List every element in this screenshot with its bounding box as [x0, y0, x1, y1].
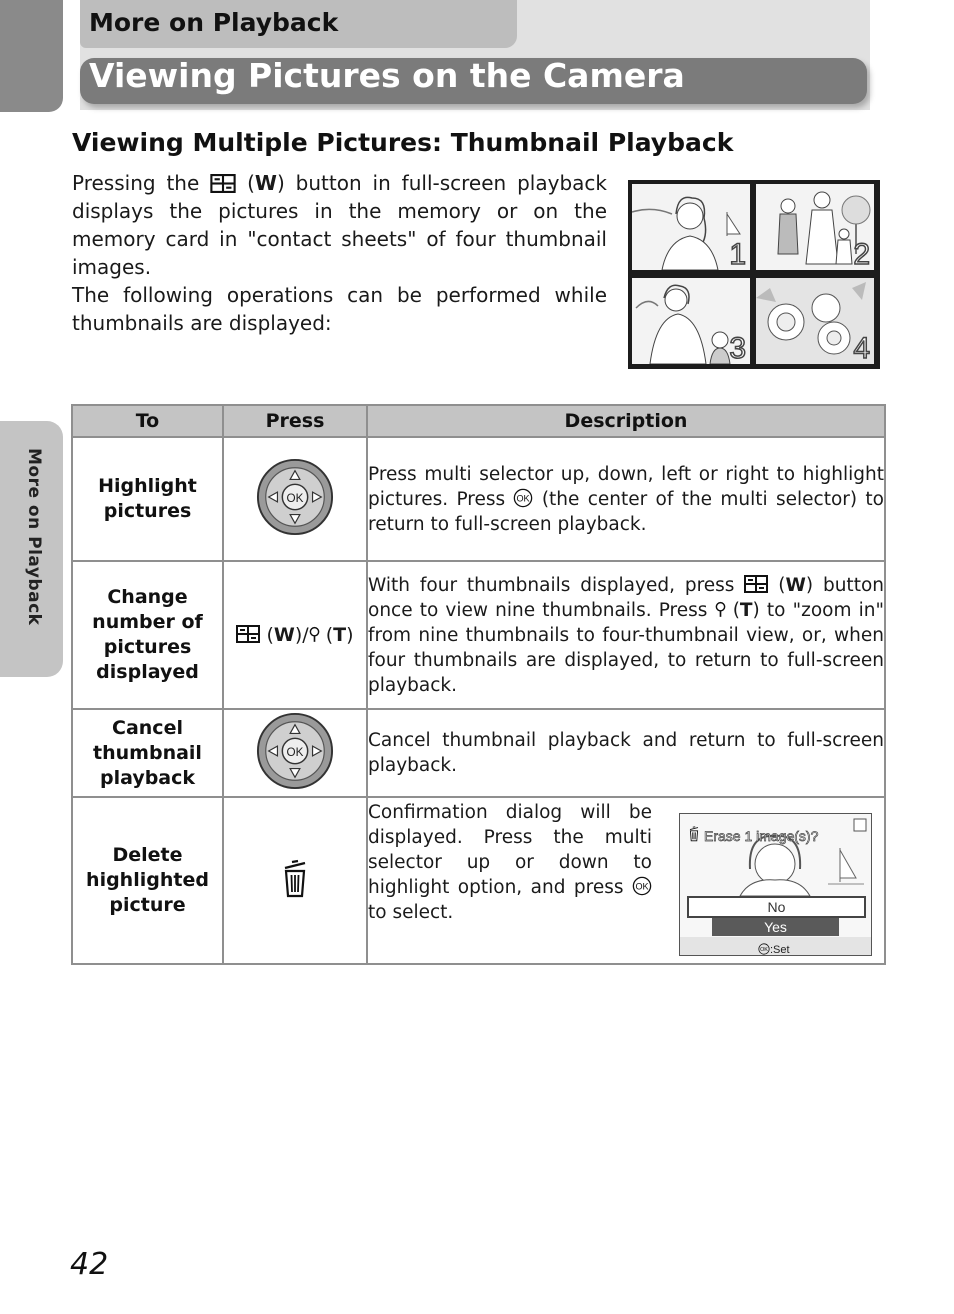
button-letter: W [273, 624, 295, 646]
button-letter: W [254, 171, 277, 195]
separator: )/ [294, 624, 309, 646]
row-action-label: Highlight pictures [72, 437, 223, 561]
button-letter: W [785, 574, 806, 596]
description-text: to "zoom in" from nine thumbnails to four-thumbnail view, or, when four thumbnails are displayed, to return to full-screen playback. [368, 599, 884, 696]
thumbnail-number: 3 [729, 332, 746, 364]
intro-paragraph-2: The following operations can be performed while thumbnails are displayed: [72, 283, 607, 335]
page-number: 42 [70, 1247, 109, 1282]
column-header-description: Description [367, 405, 885, 437]
delete-text [368, 800, 652, 925]
table-row [72, 797, 885, 964]
corner-tab [0, 0, 63, 112]
trash-icon [687, 826, 701, 842]
row-press-cell [223, 561, 367, 709]
intro-text-start: Pressing the [72, 171, 200, 195]
zoom-icon [309, 626, 320, 643]
column-header-to: To [72, 405, 223, 437]
row-press-cell [223, 437, 367, 561]
ok-button-icon [632, 876, 652, 896]
set-label: :Set [770, 944, 790, 956]
button-letter: T [739, 599, 753, 621]
table-row [72, 561, 885, 709]
thumbnail-button-icon [210, 174, 236, 193]
delete-description [368, 798, 884, 961]
table-row [72, 709, 885, 797]
multi-selector-icon [256, 712, 334, 790]
zoom-icon [715, 601, 726, 618]
dialog-option-yes: Yes [712, 918, 839, 936]
thumbnail-button-icon [744, 575, 768, 593]
intro-text [72, 169, 607, 337]
table-row [72, 437, 885, 561]
thumbnail-contact-sheet [628, 180, 880, 369]
side-tab-label: More on Playback [24, 448, 44, 626]
description-text: button once to view nine thumbnails. Press [368, 574, 884, 621]
page-title: Viewing Pictures on the Camera [89, 56, 685, 95]
description-text: Confirmation dialog will be displayed. Press the multi selector up or down to highlight option, and press [368, 802, 652, 898]
thumbnail-3 [632, 278, 750, 364]
column-header-press: Press [223, 405, 367, 437]
thumbnail-number: 1 [729, 238, 746, 270]
thumbnail-number: 4 [853, 332, 870, 364]
description-text: to select. [368, 902, 454, 923]
ok-button-icon [513, 488, 533, 508]
section-title: More on Playback [89, 8, 339, 37]
dialog-option-no: No [687, 896, 866, 918]
thumbnail-4 [756, 278, 874, 364]
trash-icon [280, 859, 310, 899]
operations-table [71, 404, 886, 965]
description-text: With four thumbnails displayed, press [368, 574, 735, 596]
camera-screen [679, 813, 872, 956]
thumbnail-button-icon [236, 625, 260, 643]
description-text: (the center of the multi selector) to return to full-screen playback. [368, 488, 884, 535]
row-action-label: Cancel thumbnail playback [72, 709, 223, 797]
row-press-cell [223, 709, 367, 797]
row-description: Cancel thumbnail playback and return to full-screen playback. [367, 709, 885, 797]
description-text: Press multi selector up, down, left or right to highlight pictures. Press [368, 463, 884, 510]
row-description [367, 437, 885, 561]
zoom-buttons: (W)/ (T) [236, 624, 353, 646]
intro-paragraph-1: Pressing the (W) button in full-screen playback displays the pictures in the memory or on the memory card in "contact sheets" of four thumbnail images. [72, 171, 607, 279]
row-description: With four thumbnails displayed, press (W) button once to view nine thumbnails. Press (T) to "zoom in" from nine thumbnails to four-thumbnail view, or, when four thumbnails are displayed, to return to full-screen playback. [367, 561, 885, 709]
row-action-label: Change number of pictures displayed [72, 561, 223, 709]
row-action-label: Delete highlighted picture [72, 797, 223, 964]
thumbnail-1 [632, 184, 750, 270]
ok-button-icon [758, 943, 770, 955]
row-description [367, 797, 885, 964]
table-header-row [72, 405, 885, 437]
row-press-cell [223, 797, 367, 964]
thumbnail-2 [756, 184, 874, 270]
intro-text-end: button in full-screen playback displays the pictures in the memory or on the memory card in "contact sheets" of four thumbnail images. [72, 171, 607, 279]
button-letter: T [333, 624, 347, 646]
dialog-title: Erase 1 image(s)? [704, 828, 819, 844]
thumbnail-number: 2 [853, 238, 870, 270]
subheading: Viewing Multiple Pictures: Thumbnail Playback [72, 128, 734, 157]
multi-selector-icon [256, 458, 334, 536]
dialog-set-hint [758, 938, 790, 956]
